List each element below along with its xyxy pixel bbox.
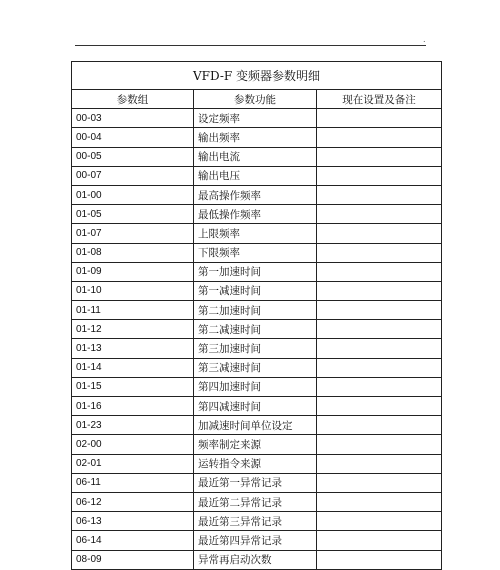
parameter-function-cell: 第一减速时间 [194, 281, 317, 300]
table-row [72, 339, 442, 358]
parameter-note-cell [317, 262, 442, 281]
parameter-note-cell [317, 166, 442, 185]
parameter-code-cell: 01-10 [72, 281, 194, 300]
parameter-function-cell: 输出电压 [194, 166, 317, 185]
parameter-note-cell [317, 301, 442, 320]
parameter-function-cell: 频率制定来源 [194, 435, 317, 454]
parameter-note-cell [317, 512, 442, 531]
table-row [72, 281, 442, 300]
table-row [72, 320, 442, 339]
parameter-function-cell: 第四加速时间 [194, 377, 317, 396]
parameter-function-cell: 最近第四异常记录 [194, 531, 317, 550]
parameter-note-cell [317, 435, 442, 454]
table-row [72, 397, 442, 416]
header-mark: . [423, 35, 426, 44]
parameter-code-cell: 00-04 [72, 128, 194, 147]
parameter-code-cell: 06-14 [72, 531, 194, 550]
parameter-note-cell [317, 531, 442, 550]
parameter-note-cell [317, 454, 442, 473]
table-row [72, 416, 442, 435]
parameter-function-cell: 第三加速时间 [194, 339, 317, 358]
parameter-function-cell: 最高操作频率 [194, 185, 317, 204]
parameter-note-cell [317, 128, 442, 147]
table-row [72, 473, 442, 492]
parameter-function-cell: 异常再启动次数 [194, 550, 317, 569]
parameter-note-cell [317, 416, 442, 435]
table-row [72, 435, 442, 454]
table-title-row [72, 62, 442, 90]
table-row [72, 224, 442, 243]
table-row [72, 243, 442, 262]
parameter-code-cell: 00-07 [72, 166, 194, 185]
parameter-code-cell: 01-23 [72, 416, 194, 435]
parameter-function-cell: 最近第三异常记录 [194, 512, 317, 531]
parameter-code-cell: 01-14 [72, 358, 194, 377]
parameter-code-cell: 08-09 [72, 550, 194, 569]
parameter-function-cell: 最近第一异常记录 [194, 473, 317, 492]
parameter-function-cell: 第四减速时间 [194, 397, 317, 416]
parameter-note-cell [317, 243, 442, 262]
parameter-code-cell: 01-08 [72, 243, 194, 262]
table-row [72, 147, 442, 166]
parameter-code-cell: 01-09 [72, 262, 194, 281]
table-row [72, 531, 442, 550]
parameter-note-cell [317, 224, 442, 243]
parameter-function-cell: 第三减速时间 [194, 358, 317, 377]
parameter-note-cell [317, 358, 442, 377]
table-header-row [72, 90, 442, 109]
parameter-code-cell: 01-07 [72, 224, 194, 243]
table-row [72, 492, 442, 511]
parameter-function-cell: 设定频率 [194, 109, 317, 128]
parameter-note-cell [317, 185, 442, 204]
parameter-function-cell: 最近第二异常记录 [194, 492, 317, 511]
parameter-code-cell: 02-00 [72, 435, 194, 454]
parameter-code-cell: 01-00 [72, 185, 194, 204]
table-row [72, 377, 442, 396]
parameter-note-cell [317, 397, 442, 416]
column-header-function: 参数功能 [194, 90, 317, 109]
header-rule [75, 45, 426, 46]
table-row [72, 262, 442, 281]
parameter-function-cell: 第二加速时间 [194, 301, 317, 320]
parameter-code-cell: 01-05 [72, 205, 194, 224]
parameter-function-cell: 第一加速时间 [194, 262, 317, 281]
parameter-code-cell: 00-03 [72, 109, 194, 128]
parameter-code-cell: 00-05 [72, 147, 194, 166]
table-row [72, 358, 442, 377]
parameter-function-cell: 输出频率 [194, 128, 317, 147]
parameter-note-cell [317, 205, 442, 224]
parameter-note-cell [317, 147, 442, 166]
table-row [72, 128, 442, 147]
parameter-function-cell: 下限频率 [194, 243, 317, 262]
table-row [72, 512, 442, 531]
parameter-table [71, 61, 442, 570]
parameter-function-cell: 第二减速时间 [194, 320, 317, 339]
parameter-note-cell [317, 109, 442, 128]
parameter-note-cell [317, 473, 442, 492]
parameter-code-cell: 01-11 [72, 301, 194, 320]
column-header-note: 现在设置及备注 [317, 90, 442, 109]
parameter-code-cell: 06-13 [72, 512, 194, 531]
parameter-function-cell: 加减速时间单位设定 [194, 416, 317, 435]
parameter-function-cell: 上限频率 [194, 224, 317, 243]
column-header-group: 参数组 [72, 90, 194, 109]
table-row [72, 301, 442, 320]
parameter-note-cell [317, 281, 442, 300]
parameter-code-cell: 06-12 [72, 492, 194, 511]
parameter-code-cell: 01-15 [72, 377, 194, 396]
parameter-note-cell [317, 550, 442, 569]
parameter-code-cell: 02-01 [72, 454, 194, 473]
parameter-code-cell: 01-16 [72, 397, 194, 416]
table-row [72, 109, 442, 128]
table-body [72, 109, 442, 570]
table-row [72, 205, 442, 224]
table-row [72, 185, 442, 204]
table-title: VFD-F 变频器参数明细 [72, 62, 442, 90]
parameter-code-cell: 06-11 [72, 473, 194, 492]
parameter-function-cell: 运转指令来源 [194, 454, 317, 473]
table-row [72, 454, 442, 473]
parameter-code-cell: 01-12 [72, 320, 194, 339]
parameter-note-cell [317, 320, 442, 339]
parameter-function-cell: 最低操作频率 [194, 205, 317, 224]
parameter-code-cell: 01-13 [72, 339, 194, 358]
parameter-note-cell [317, 492, 442, 511]
parameter-note-cell [317, 339, 442, 358]
parameter-function-cell: 输出电流 [194, 147, 317, 166]
table-row [72, 550, 442, 569]
table-row [72, 166, 442, 185]
parameter-note-cell [317, 377, 442, 396]
